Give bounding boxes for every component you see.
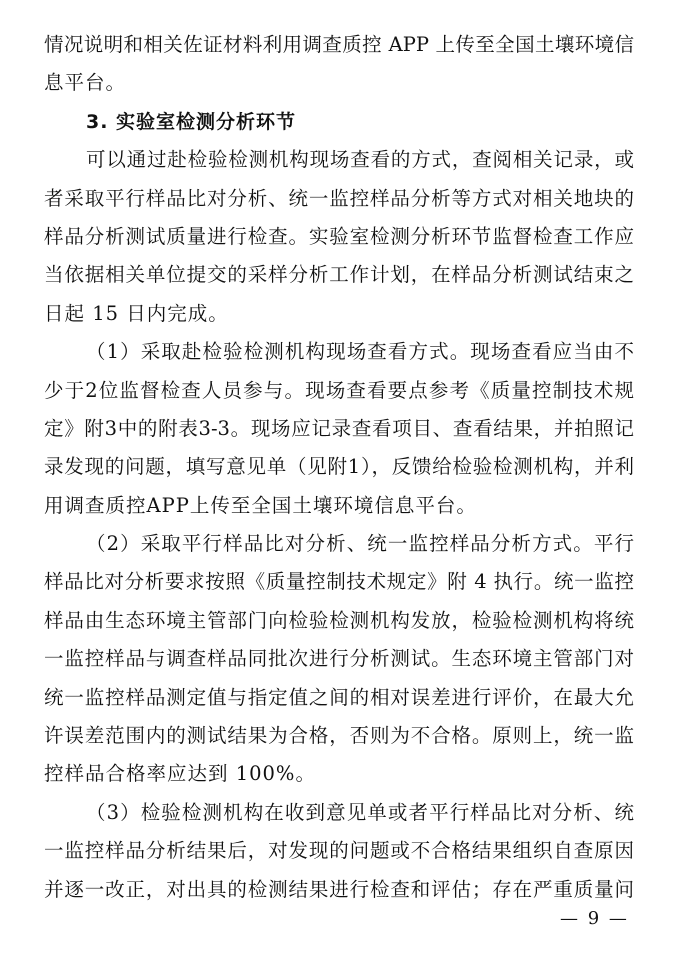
paragraph bbox=[44, 794, 634, 909]
text-line: 定》附3中的附表3-3。现场应记录查看项目、查看结果，并拍照记 bbox=[44, 416, 634, 440]
paragraph bbox=[44, 26, 634, 103]
text-line: 当依据相关单位提交的采样分析工作计划，在样品分析测试结束之 bbox=[44, 263, 634, 287]
text-line: 一监控样品分析结果后，对发现的问题或不合格结果组织自查原因 bbox=[44, 839, 634, 863]
text-line: 录发现的问题，填写意见单（见附1），反馈给检验检测机构，并利 bbox=[44, 455, 634, 479]
text-line: 许误差范围内的测试结果为合格，否则为不合格。原则上，统一监 bbox=[44, 724, 634, 748]
text-line: 并逐一改正，对出具的检测结果进行检查和评估；存在严重质量问 bbox=[44, 877, 634, 901]
text-line: 统一监控样品测定值与指定值之间的相对误差进行评价，在最大允 bbox=[44, 685, 634, 709]
text-line: 情况说明和相关佐证材料利用调查质控 APP 上传至全国土壤环境信 bbox=[44, 33, 634, 56]
text-line: （3）检验检测机构在收到意见单或者平行样品比对分析、统 bbox=[86, 800, 634, 824]
paragraph bbox=[44, 525, 634, 794]
text-line: 样品由生态环境主管部门向检验检测机构发放，检验检测机构将统 bbox=[44, 608, 634, 632]
page-number: — 9 — bbox=[560, 908, 629, 929]
paragraph bbox=[44, 333, 634, 525]
text-line: 日起 15 日内完成。 bbox=[44, 301, 229, 325]
text-line: 者采取平行样品比对分析、统一监控样品分析等方式对相关地块的 bbox=[44, 186, 634, 210]
text-line: （1）采取赴检验检测机构现场查看方式。现场查看应当由不 bbox=[86, 340, 634, 364]
section-heading bbox=[44, 103, 634, 141]
text-line: 一监控样品与调查样品同批次进行分析测试。生态环境主管部门对 bbox=[44, 647, 634, 671]
text-line: 可以通过赴检验检测机构现场查看的方式，查阅相关记录，或 bbox=[86, 148, 634, 172]
document-body bbox=[44, 26, 634, 909]
text-line: 息平台。 bbox=[44, 71, 127, 95]
paragraph bbox=[44, 141, 634, 333]
heading-text: 3. 实验室检测分析环节 bbox=[86, 110, 297, 133]
text-line: 样品分析测试质量进行检查。实验室检测分析环节监督检查工作应 bbox=[44, 224, 634, 248]
text-line: 少于2位监督检查人员参与。现场查看要点参考《质量控制技术规 bbox=[44, 378, 634, 402]
text-line: 用调查质控APP上传至全国土壤环境信息平台。 bbox=[44, 493, 477, 517]
text-line: 样品比对分析要求按照《质量控制技术规定》附 4 执行。统一监控 bbox=[44, 570, 634, 594]
text-line: （2）采取平行样品比对分析、统一监控样品分析方式。平行 bbox=[86, 532, 634, 556]
text-line: 控样品合格率应达到 100%。 bbox=[44, 762, 316, 786]
